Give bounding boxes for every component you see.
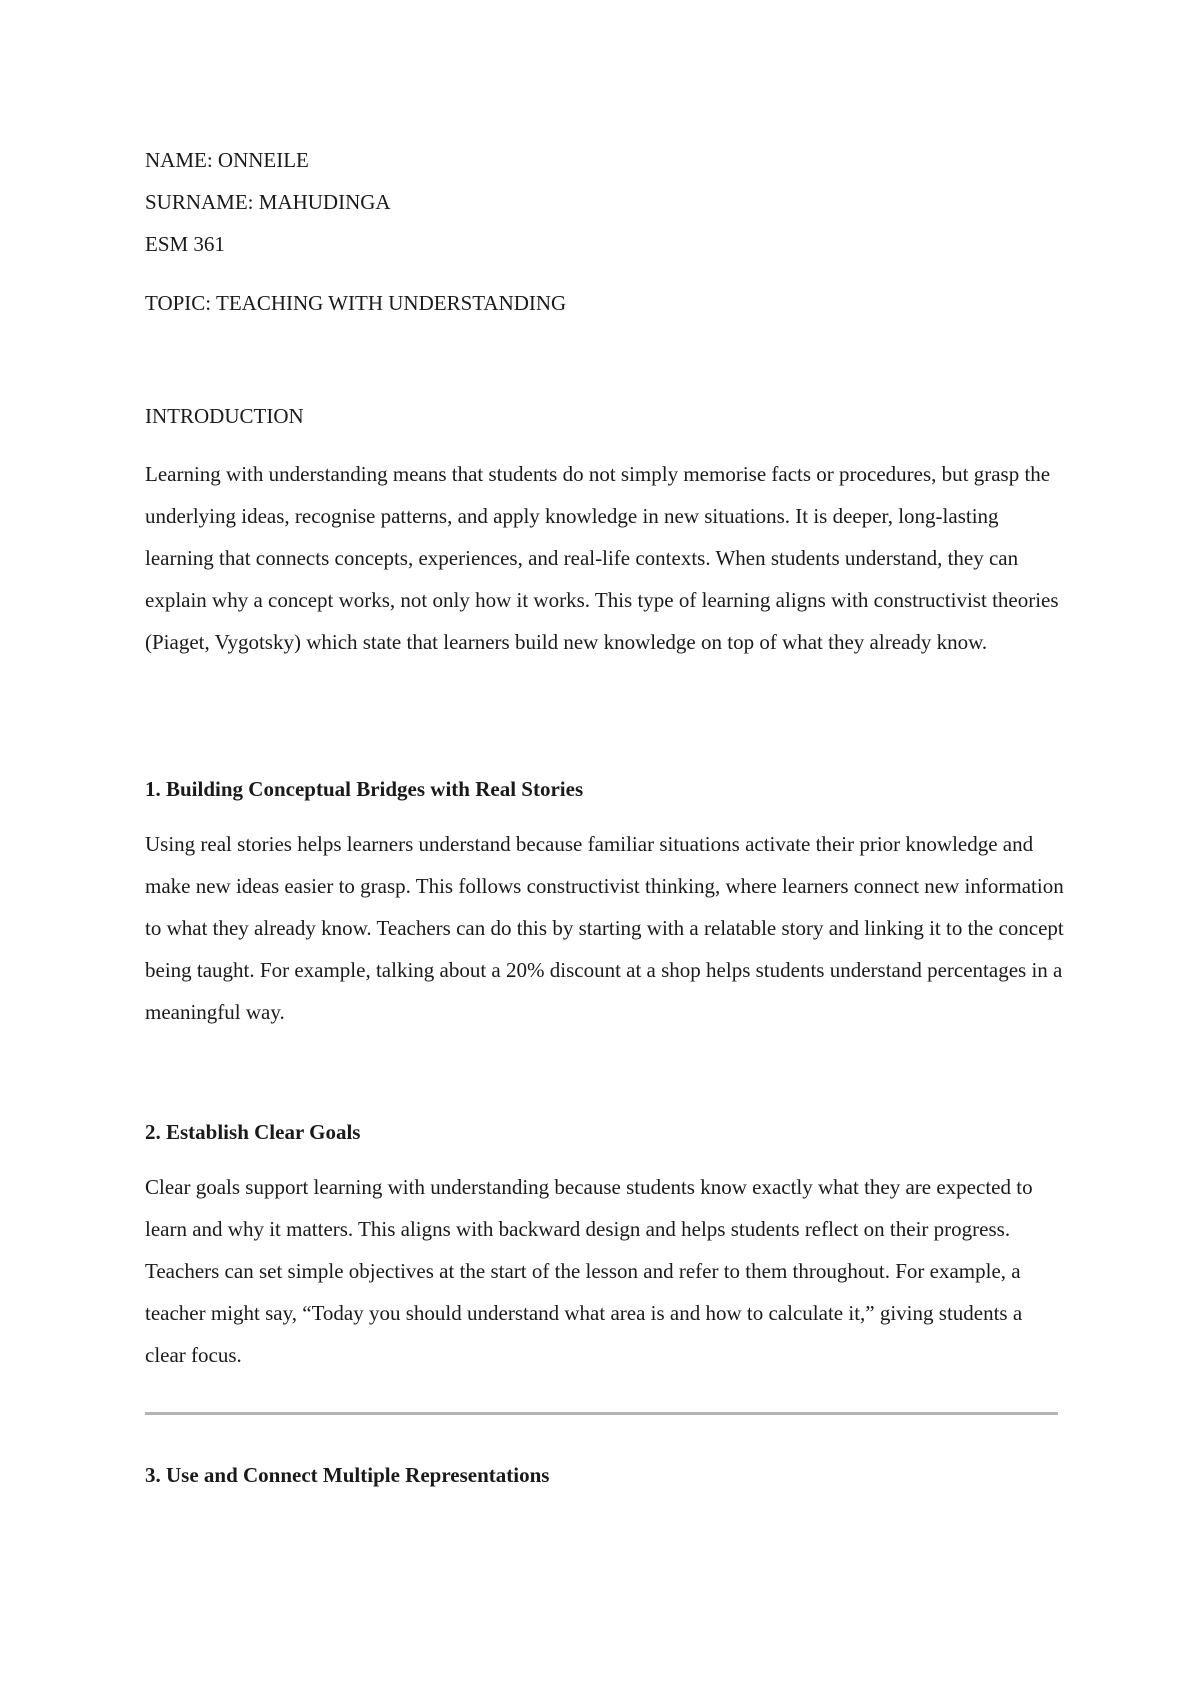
section-2-heading: 2. Establish Clear Goals <box>145 1120 361 1144</box>
introduction-heading: INTRODUCTION <box>145 404 304 428</box>
course-code: ESM 361 <box>145 232 225 256</box>
introduction-paragraph: Learning with understanding means that students do not simply memorise facts or procedures, but grasp the underlying ideas, recognise patterns, and apply knowledge in new situations. It is deeper, long-lasting learning that connects concepts, experiences, and real-life contexts. When students understand, they can explain why a concept works, not only how it works. This type of learning aligns with constructivist theories (Piaget, Vygotsky) which state that learners build new knowledge on top of what they already know. <box>145 462 1059 654</box>
section-1-heading: 1. Building Conceptual Bridges with Real Stories <box>145 777 584 801</box>
topic-title: TOPIC: TEACHING WITH UNDERSTANDING <box>145 291 567 315</box>
section-1-paragraph: Using real stories helps learners understand because familiar situations activate their prior knowledge and make new ideas easier to grasp. This follows constructivist thinking, where learners connect new information to what they already know. Teachers can do this by starting with a relatable story and linking it to the concept being taught. For example, talking about a 20% discount at a shop helps students understand percentages in a meaningful way. <box>145 832 1064 1024</box>
student-name: NAME: ONNEILE <box>145 148 309 172</box>
horizontal-divider <box>145 1412 1058 1415</box>
section-3-heading: 3. Use and Connect Multiple Representations <box>145 1463 550 1487</box>
section-2-paragraph: Clear goals support learning with understanding because students know exactly what they are expected to learn and why it matters. This aligns with backward design and helps students reflect on their progress. Teachers can set simple objectives at the start of the lesson and refer to them throughout. For example, a teacher might say, “Today you should understand what area is and how to calculate it,” giving students a clear focus. <box>145 1175 1033 1367</box>
student-surname: SURNAME: MAHUDINGA <box>145 190 391 214</box>
